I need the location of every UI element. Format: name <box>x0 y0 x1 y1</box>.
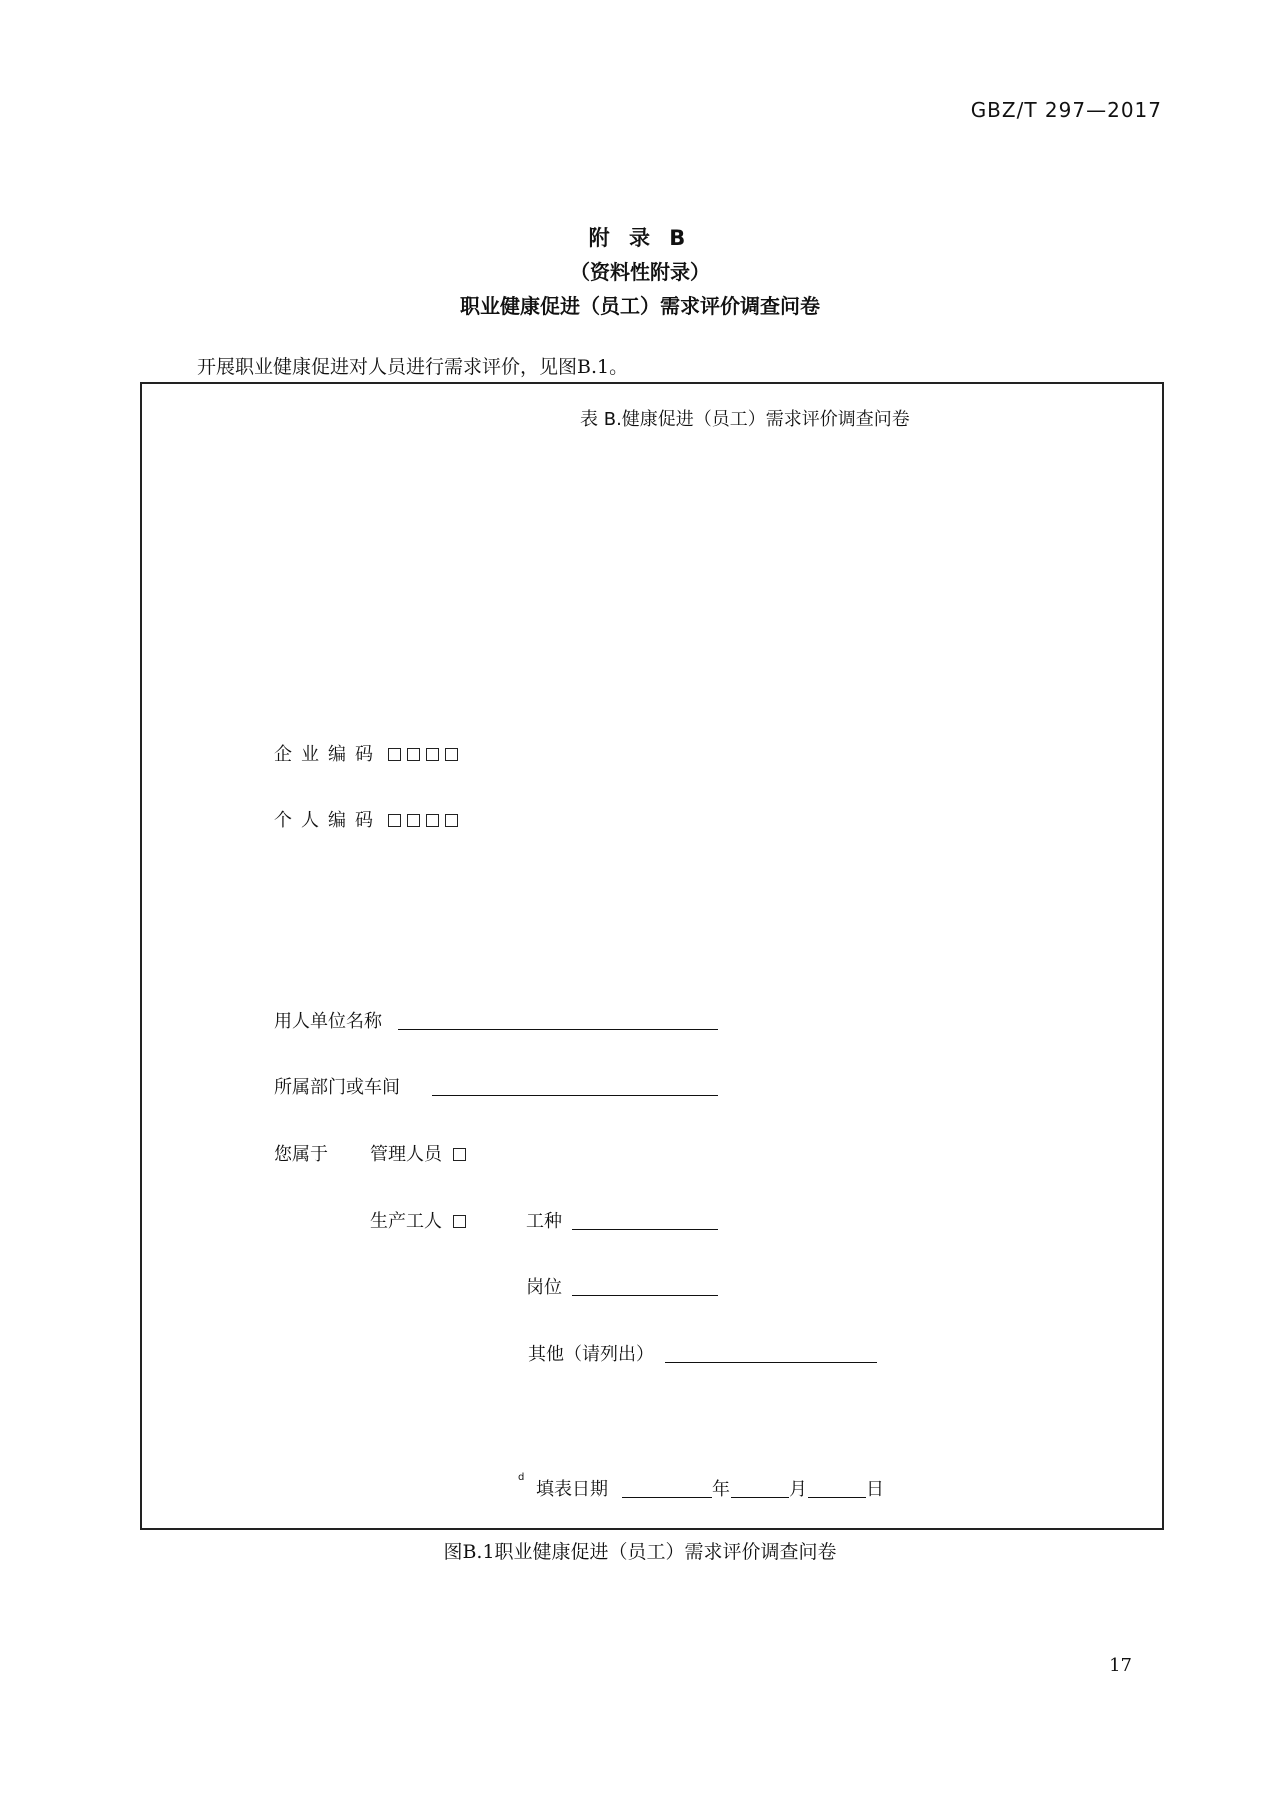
job-type-label: 工种 <box>526 1211 562 1232</box>
page-number: 17 <box>1109 1655 1132 1676</box>
year-label: 年 <box>712 1479 730 1500</box>
post-label: 岗位 <box>526 1277 562 1298</box>
appendix-label: 附 录 B <box>588 226 692 250</box>
other-field[interactable] <box>665 1362 877 1363</box>
manager-checkbox[interactable] <box>453 1148 466 1161</box>
date-year-field[interactable] <box>622 1497 712 1498</box>
enterprise-code-row <box>274 740 464 766</box>
manager-option <box>370 1140 466 1166</box>
department-label: 所属部门或车间 <box>274 1077 400 1098</box>
date-day-field[interactable] <box>808 1497 866 1498</box>
enterprise-code-label: 企业编码 <box>274 744 382 765</box>
department-field[interactable] <box>432 1095 718 1096</box>
job-type-field[interactable] <box>572 1229 718 1230</box>
figure-caption: 图B.1职业健康促进（员工）需求评价调查问卷 <box>443 1541 837 1563</box>
worker-checkbox[interactable] <box>453 1215 466 1228</box>
belong-label: 您属于 <box>274 1144 328 1165</box>
post-field[interactable] <box>572 1295 718 1296</box>
other-label: 其他（请列出） <box>528 1344 654 1365</box>
date-label: 填表日期 <box>536 1479 608 1500</box>
appendix-title: 职业健康促进（员工）需求评价调查问卷 <box>460 294 820 318</box>
worker-label: 生产工人 <box>370 1211 442 1232</box>
table-title: 表 B.健康促进（员工）需求评价调查问卷 <box>580 409 910 430</box>
month-label: 月 <box>789 1479 807 1500</box>
employer-label: 用人单位名称 <box>274 1011 382 1032</box>
personal-code-row <box>274 806 464 832</box>
appendix-type: （资料性附录） <box>570 260 710 284</box>
personal-code-label: 个人编码 <box>274 810 382 831</box>
manager-label: 管理人员 <box>370 1144 442 1165</box>
date-marker: d <box>518 1472 525 1483</box>
employer-field[interactable] <box>398 1029 718 1030</box>
intro-paragraph: 开展职业健康促进对人员进行需求评价，见图B.1。 <box>197 356 629 378</box>
standard-code: GBZ/T 297—2017 <box>970 98 1162 122</box>
worker-option <box>370 1207 466 1233</box>
date-month-field[interactable] <box>731 1497 789 1498</box>
personal-code-boxes[interactable] <box>388 810 464 831</box>
day-label: 日 <box>866 1479 884 1500</box>
enterprise-code-boxes[interactable] <box>388 744 464 765</box>
